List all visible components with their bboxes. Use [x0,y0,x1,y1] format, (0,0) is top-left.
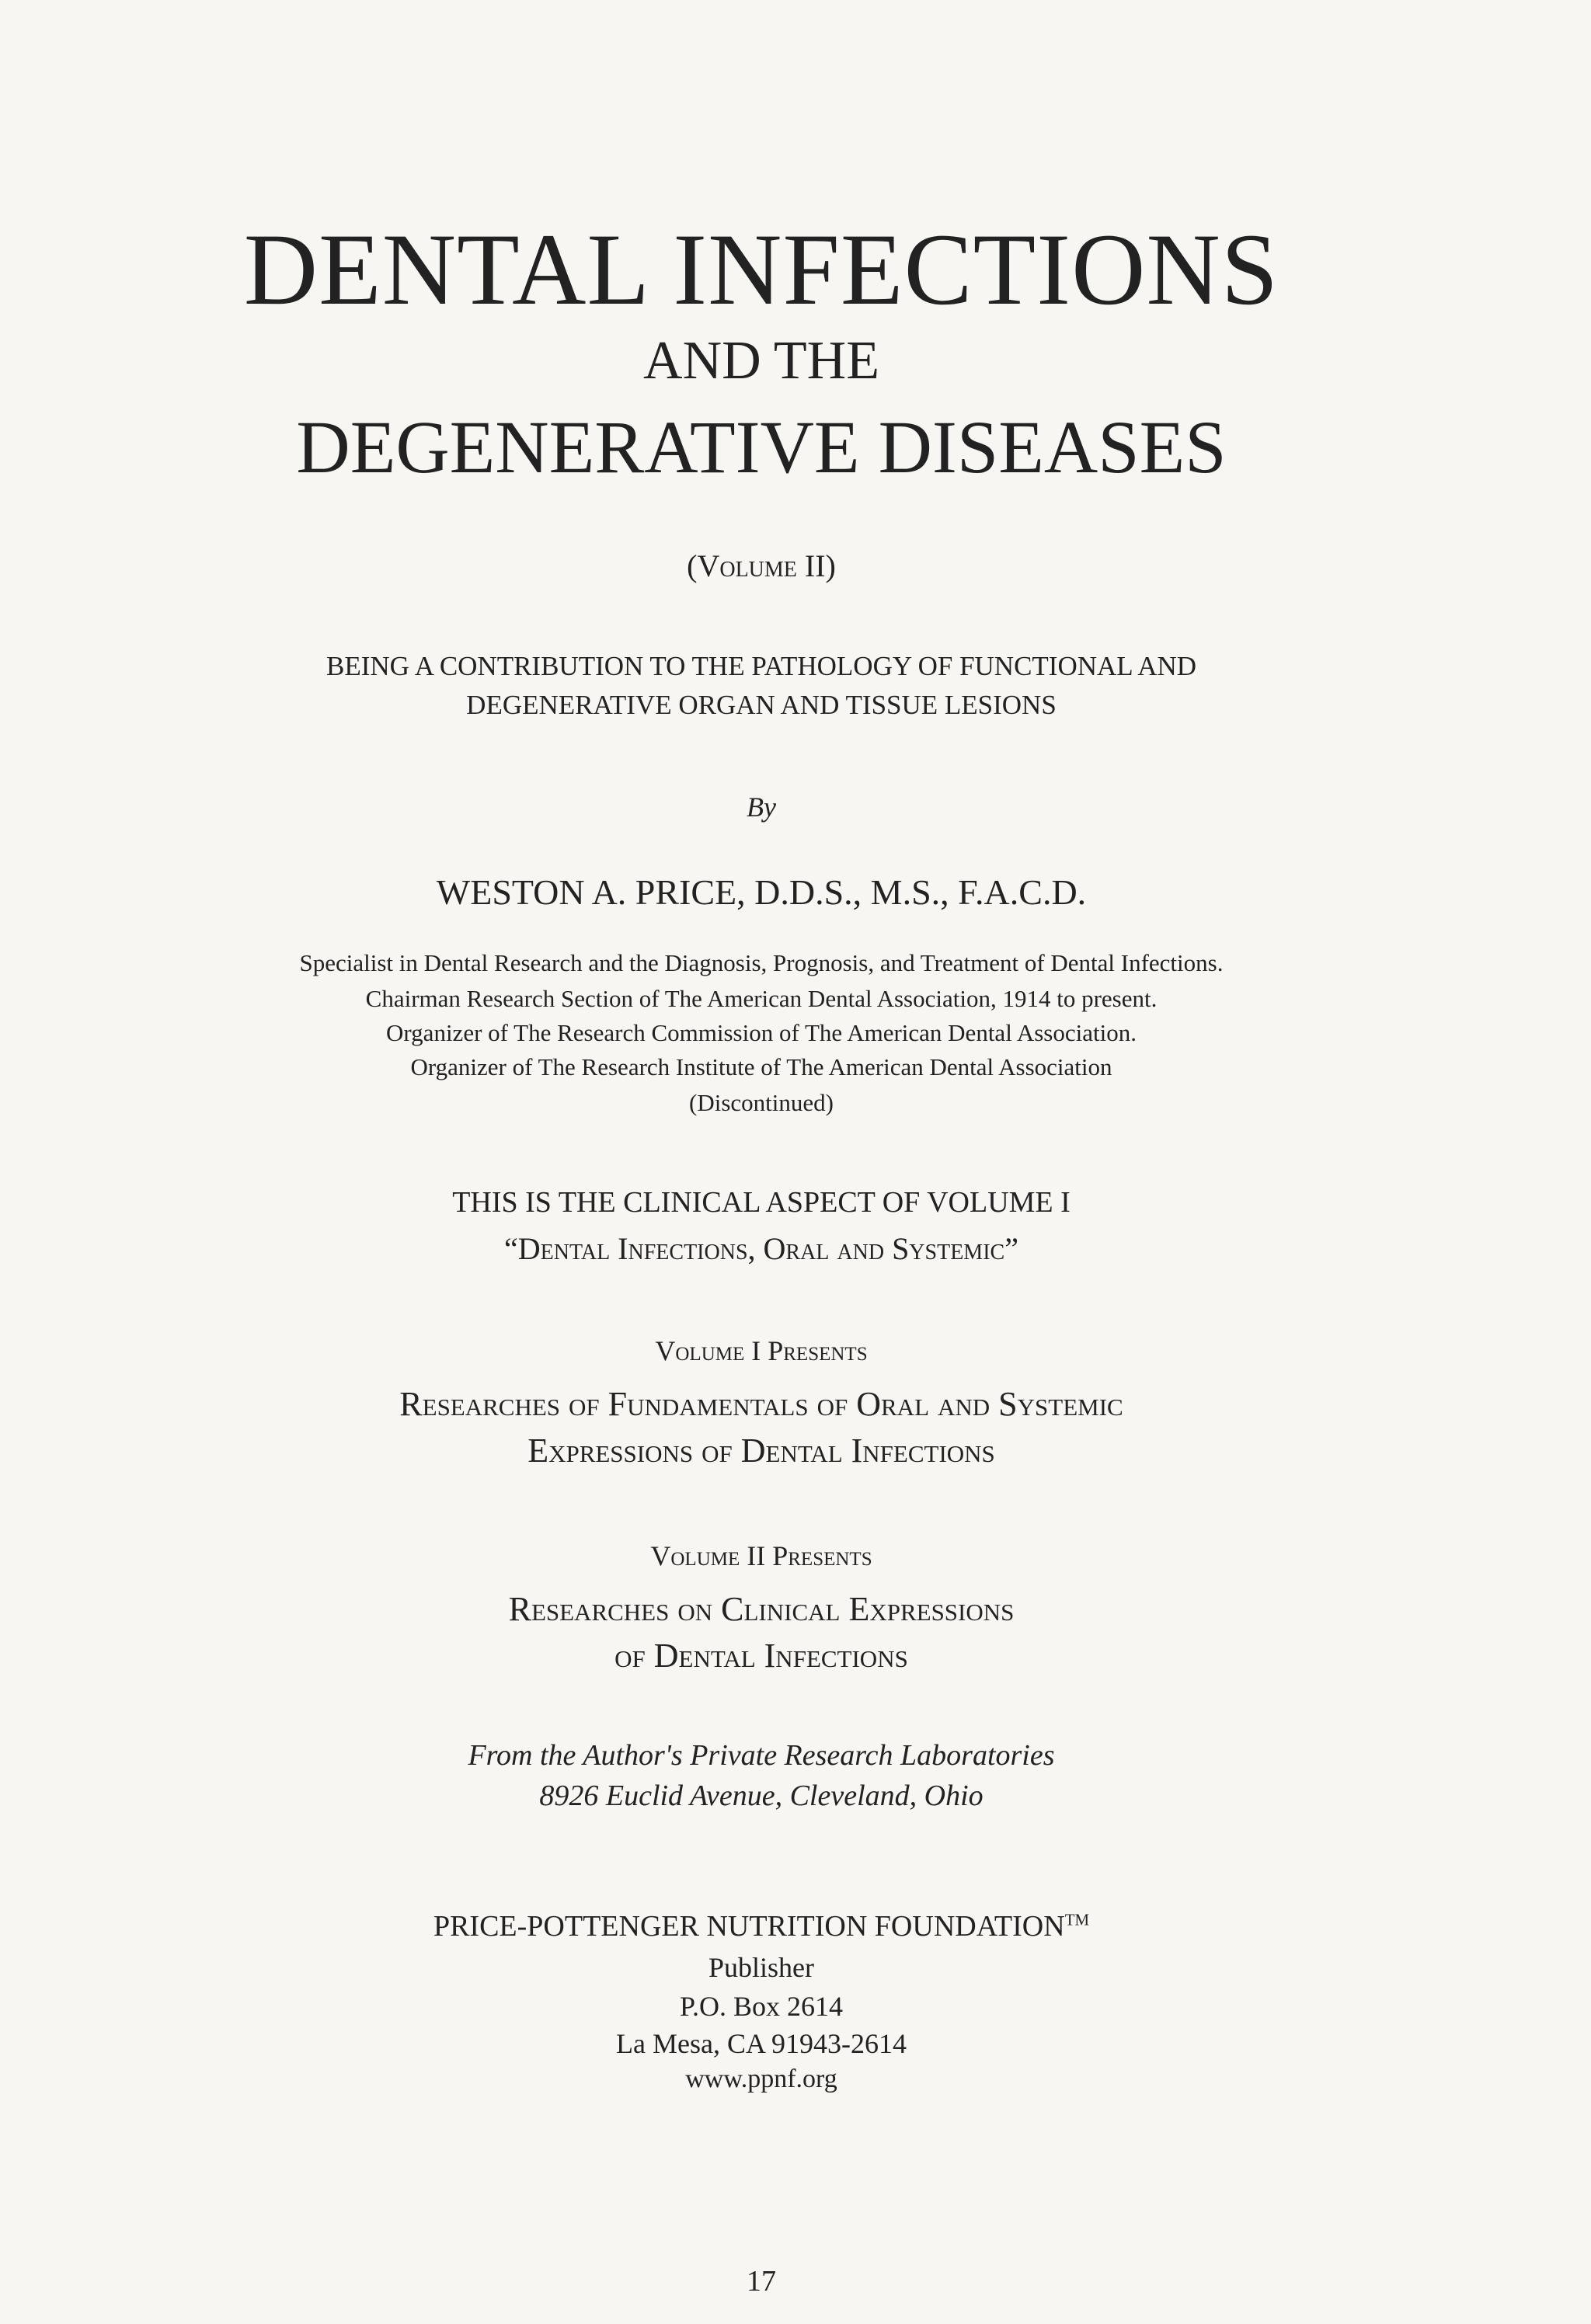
credential-line: Organizer of The Research Commission of The American Dental Association. [386,1019,1137,1046]
by-label: By [747,791,776,823]
page-number: 17 [747,2265,776,2298]
book-title-line-3: DEGENERATIVE DISEASES [296,405,1227,489]
trademark-mark: TM [1064,1910,1090,1929]
author-name: WESTON A. PRICE, D.D.S., M.S., F.A.C.D. [436,872,1087,912]
volume2-heading: Volume II Presents [650,1540,872,1571]
publisher-city: La Mesa, CA 91943-2614 [616,2028,907,2059]
volume1-description-line-2: Expressions of Dental Infections [527,1432,995,1470]
subtitle-line-1: BEING A CONTRIBUTION TO THE PATHOLOGY OF FUNCTIONAL AND [326,651,1197,681]
laboratories-line-1: From the Author's Private Research Laboratories [468,1739,1055,1772]
volume-label: (Volume II) [687,548,836,583]
laboratories-line-2: 8926 Euclid Avenue, Cleveland, Ohio [539,1780,983,1812]
credential-line: Chairman Research Section of The American Dental Association, 1914 to present. [365,985,1158,1012]
publisher-name [0,1909,1523,1943]
credential-line: Specialist in Dental Research and the Diagnosis, Prognosis, and Treatment of Dental Infections. [299,949,1224,976]
volume1-heading: Volume I Presents [655,1335,868,1366]
credential-line: (Discontinued) [689,1089,834,1116]
subtitle-line-2: DEGENERATIVE ORGAN AND TISSUE LESIONS [466,690,1057,720]
volume2-description-line-2: of Dental Infections [614,1637,908,1675]
book-title-line-1: DENTAL INFECTIONS [243,212,1279,326]
credential-line: Organizer of The Research Institute of The American Dental Association [410,1053,1112,1080]
clinical-aspect-line: THIS IS THE CLINICAL ASPECT OF VOLUME I [452,1186,1071,1219]
publisher-website: www.ppnf.org [685,2065,837,2093]
publisher-po-box: P.O. Box 2614 [679,1991,844,2022]
volume2-description-line-1: Researches on Clinical Expressions [508,1590,1015,1628]
volume1-title: “Dental Infections, Oral and Systemic” [504,1231,1018,1266]
book-title-line-2: AND THE [643,331,879,391]
volume1-description-line-1: Researches of Fundamentals of Oral and Systemic [399,1385,1123,1423]
publisher-name-text: PRICE-POTTENGER NUTRITION FOUNDATION [433,1910,1065,1943]
publisher-role: Publisher [708,1952,814,1983]
